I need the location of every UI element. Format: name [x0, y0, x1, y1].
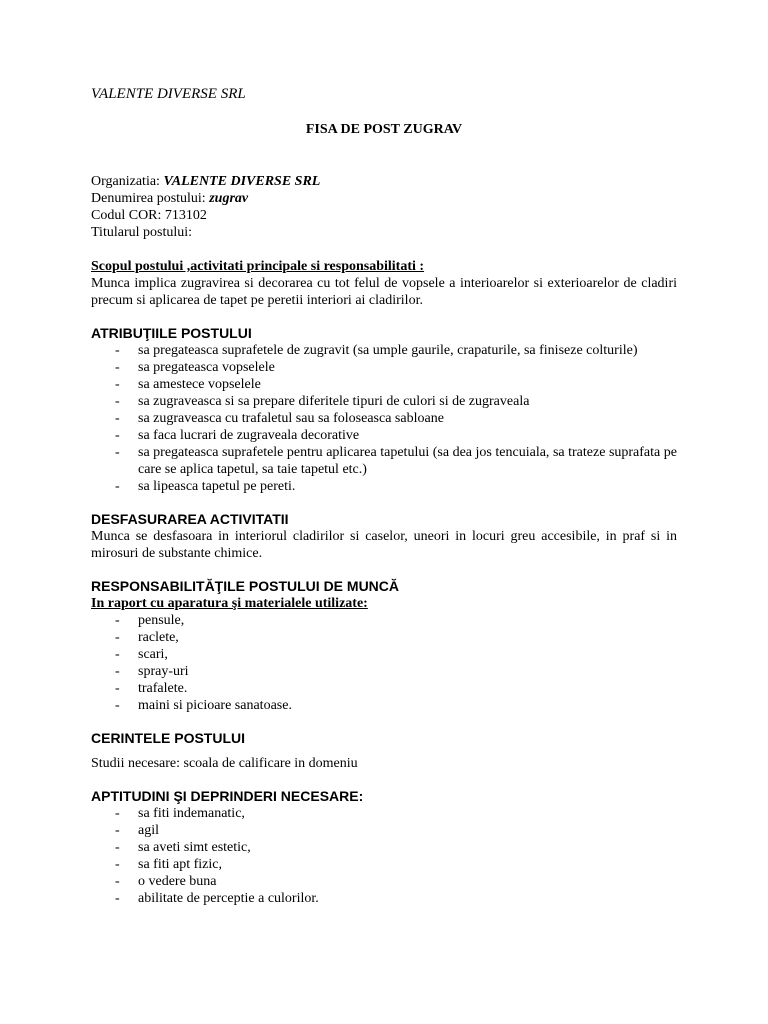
list-item: [91, 410, 677, 427]
list-item-text: spray-uri: [138, 664, 189, 679]
scope-text: Munca implica zugravirea si decorarea cu tot felul de vopsele a interioarelor si exterioarelor de cladiri precum si aplicarea de tapet pe peretii interiori ai cladirilor.: [91, 276, 677, 308]
list-item: [91, 427, 677, 444]
list-item: [91, 805, 677, 822]
list-item-text: maini si picioare sanatoase.: [138, 698, 292, 713]
dash-bullet: -: [115, 891, 120, 906]
dash-bullet: -: [115, 823, 120, 838]
dash-bullet: -: [115, 360, 120, 375]
dash-bullet: -: [115, 613, 120, 628]
dash-bullet: -: [115, 394, 120, 409]
list-item-text: pensule,: [138, 613, 185, 628]
attributions-heading: ATRIBUŢIILE POSTULUI: [91, 325, 252, 341]
dash-bullet: -: [115, 698, 120, 713]
list-item-text: sa faca lucrari de zugraveala decorative: [138, 428, 360, 443]
list-item-text: sa pregateasca suprafetele pentru aplicarea tapetului (sa dea jos tencuiala, sa trateze suprafata pe care se aplica tapetul, sa taie tapetul etc.): [138, 445, 677, 477]
post-name-line: [91, 190, 677, 207]
list-item-text: sa fiti indemanatic,: [138, 806, 245, 821]
dash-bullet: -: [115, 377, 120, 392]
list-item: [91, 873, 677, 890]
requirements-heading: CERINTELE POSTULUI: [91, 730, 246, 746]
equipment-subheading: In raport cu aparatura şi materialele utilizate:: [91, 596, 368, 611]
post-name-value: zugrav: [209, 191, 249, 206]
list-item-text: sa lipeasca tapetul pe pereti.: [138, 479, 296, 494]
list-item-text: sa aveti simt estetic,: [138, 840, 251, 855]
list-item: [91, 376, 677, 393]
cor-code-line: Codul COR: 713102: [91, 208, 207, 223]
list-item-text: scari,: [138, 647, 168, 662]
dash-bullet: -: [115, 840, 120, 855]
list-item-text: sa zugraveasca si sa prepare diferitele tipuri de culori si de zugraveala: [138, 394, 530, 409]
job-info-block: [91, 173, 677, 241]
list-item: [91, 822, 677, 839]
dash-bullet: -: [115, 874, 120, 889]
list-item-text: raclete,: [138, 630, 179, 645]
list-item: [91, 680, 677, 697]
skills-heading: APTITUDINI ŞI DEPRINDERI NECESARE:: [91, 788, 364, 804]
document-title: FISA DE POST ZUGRAV: [305, 122, 463, 137]
document-page: [91, 86, 677, 907]
responsibilities-heading: RESPONSABILITĂŢILE POSTULUI DE MUNCĂ: [91, 578, 400, 594]
list-item: [91, 612, 677, 629]
list-item: [91, 839, 677, 856]
list-item-text: abilitate de perceptie a culorilor.: [138, 891, 319, 906]
dash-bullet: -: [115, 806, 120, 821]
dash-bullet: -: [115, 445, 120, 460]
list-item-text: sa fiti apt fizic,: [138, 857, 222, 872]
post-holder-line: Titularul postului:: [91, 225, 193, 240]
list-item: [91, 663, 677, 680]
dash-bullet: -: [115, 630, 120, 645]
dash-bullet: -: [115, 647, 120, 662]
dash-bullet: -: [115, 857, 120, 872]
list-item: [91, 478, 677, 495]
dash-bullet: -: [115, 411, 120, 426]
dash-bullet: -: [115, 479, 120, 494]
list-item: [91, 342, 677, 359]
company-header: VALENTE DIVERSE SRL: [91, 86, 246, 102]
activity-heading: DESFASURAREA ACTIVITATII: [91, 511, 289, 527]
list-item: [91, 697, 677, 714]
list-item-text: agil: [138, 823, 159, 838]
list-item-text: o vedere buna: [138, 874, 217, 889]
dash-bullet: -: [115, 681, 120, 696]
list-item: [91, 393, 677, 410]
organization-line: [91, 173, 677, 190]
scope-heading: Scopul postului ,activitati principale si responsabilitati :: [91, 259, 425, 274]
list-item: [91, 444, 677, 478]
list-item: [91, 629, 677, 646]
list-item-text: sa pregateasca vopselele: [138, 360, 275, 375]
activity-text: Munca se desfasoara in interiorul cladirilor si caselor, uneori in locuri greu accesibile, in praf si in mirosuri de substante chimice.: [91, 529, 677, 561]
dash-bullet: -: [115, 428, 120, 443]
studies-required: Studii necesare: scoala de calificare in domeniu: [91, 756, 358, 771]
list-item: [91, 646, 677, 663]
list-item-text: sa pregateasca suprafetele de zugravit (sa umple gaurile, crapaturile, sa finiseze colturile): [138, 343, 638, 358]
list-item-text: sa zugraveasca cu trafaletul sau sa foloseasca sabloane: [138, 411, 444, 426]
list-item: [91, 890, 677, 907]
organization-label: Organizatia:: [91, 174, 164, 189]
skills-list: [91, 805, 677, 907]
list-item: [91, 359, 677, 376]
equipment-list: [91, 612, 677, 714]
list-item-text: sa amestece vopselele: [138, 377, 261, 392]
post-name-label: Denumirea postului:: [91, 191, 210, 206]
list-item: [91, 856, 677, 873]
organization-value: VALENTE DIVERSE SRL: [163, 174, 321, 189]
list-item-text: trafalete.: [138, 681, 188, 696]
dash-bullet: -: [115, 664, 120, 679]
dash-bullet: -: [115, 343, 120, 358]
attributions-list: [91, 342, 677, 495]
